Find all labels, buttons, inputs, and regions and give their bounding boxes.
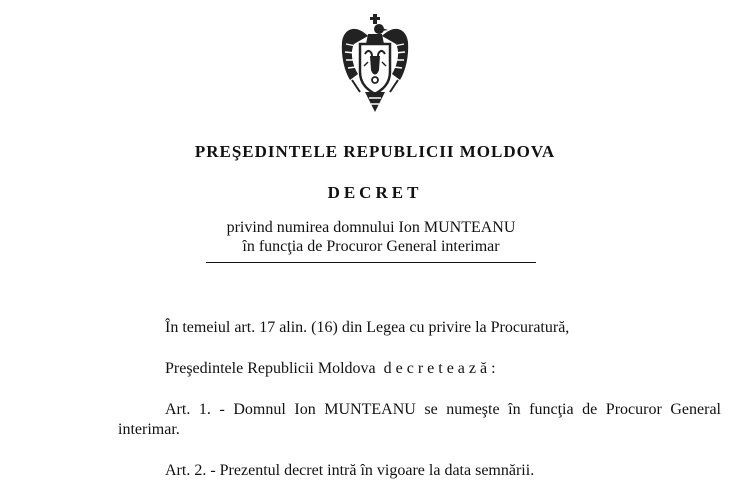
moldova-coat-of-arms-icon <box>338 14 412 116</box>
decree-subject <box>206 218 536 256</box>
article-1-paragraph: Art. 1. - Domnul Ion MUNTEANU se numeşte în funcţia de Procuror General interimar. <box>118 401 721 438</box>
subject-underline <box>206 262 536 263</box>
decree-statement-paragraph <box>165 359 500 379</box>
document-type-heading: DECRET <box>327 183 423 202</box>
subject-line-2: în funcţia de Procuror General interimar <box>242 238 500 255</box>
institution-heading: PREŞEDINTELE REPUBLICII MOLDOVA <box>194 142 556 161</box>
legal-basis-paragraph: În temeiul art. 17 alin. (16) din Legea cu privire la Procuratură, <box>165 319 570 336</box>
decree-verb-text: decretează: <box>383 360 500 377</box>
article-2-paragraph: Art. 2. - Prezentul decret intră în vigoare la data semnării. <box>165 462 535 479</box>
subject-line-1: privind numirea domnului Ion MUNTEANU <box>226 219 516 236</box>
decree-subject-text: Preşedintele Republicii Moldova <box>165 360 376 377</box>
